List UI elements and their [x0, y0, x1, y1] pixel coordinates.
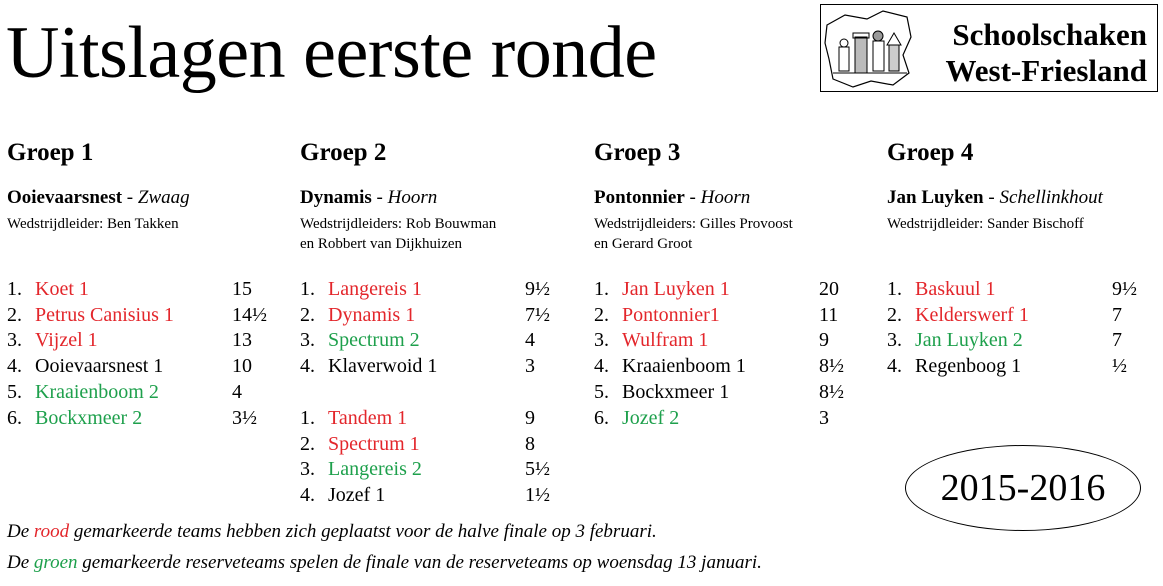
- logo-line-1: Schoolschaken: [952, 17, 1147, 52]
- logo-line-2: West-Friesland: [945, 53, 1147, 88]
- team-score: 4: [525, 329, 535, 352]
- team-score: ½: [1112, 355, 1127, 378]
- match-leader-line: Wedstrijdleider: Sander Bischoff: [887, 216, 1084, 232]
- rank: 1.: [7, 278, 22, 300]
- team-score: 9: [819, 329, 829, 352]
- team-score: 9½: [1112, 278, 1137, 300]
- team-name: Spectrum 2: [328, 329, 420, 352]
- match-leader-line: Wedstrijdleiders: Gilles Provoost: [594, 216, 793, 232]
- match-leader-line: Wedstrijdleiders: Rob Bouwman: [300, 216, 497, 232]
- team-score: 7: [1112, 329, 1122, 352]
- team-name: Ooievaarsnest 1: [35, 355, 164, 378]
- team-score: 9½: [525, 278, 550, 300]
- rank: 4.: [300, 355, 315, 378]
- rank: 6.: [594, 406, 609, 429]
- legend-note-green-post: gemarkeerde reserveteams spelen de finale van de reserveteams op woensdag 13 januari.: [77, 552, 762, 573]
- rank: 4.: [887, 355, 902, 378]
- team-score: 8½: [819, 380, 844, 403]
- team-name: Tandem 1: [328, 406, 408, 429]
- legend-note-red-pre: De: [7, 521, 34, 542]
- team-name: Vijzel 1: [35, 329, 98, 352]
- group-heading: Groep 2: [300, 139, 387, 166]
- team-score: 3: [819, 406, 829, 429]
- host-school: Jan Luyken: [887, 187, 984, 208]
- team-name: Regenboog 1: [915, 355, 1022, 378]
- team-name: Spectrum 1: [328, 432, 420, 455]
- legend-word-green: groen: [33, 552, 78, 573]
- rank: 2.: [887, 303, 902, 326]
- rank: 6.: [7, 406, 22, 429]
- match-leader-line: Wedstrijdleider: Ben Takken: [7, 216, 179, 232]
- team-name: Jozef 2: [622, 406, 680, 429]
- team-score: 7: [1112, 303, 1122, 326]
- match-leaders: [887, 214, 1084, 234]
- rank: 1.: [887, 278, 902, 300]
- match-leaders: [7, 214, 179, 234]
- season-badge: 2015-2016: [905, 445, 1141, 531]
- host-separator: -: [371, 187, 388, 208]
- rank: 3.: [594, 329, 609, 352]
- host-separator: -: [983, 187, 1000, 208]
- group-host: [7, 188, 190, 207]
- team-name: Petrus Canisius 1: [35, 303, 174, 326]
- rank: 2.: [7, 303, 22, 326]
- host-place: Zwaag: [137, 187, 190, 208]
- team-score: 4: [232, 380, 242, 403]
- team-score: 5½: [525, 458, 550, 481]
- team-name: Langereis 1: [328, 278, 422, 300]
- rank: 3.: [887, 329, 902, 352]
- rank: 4.: [300, 483, 315, 506]
- match-leader-line: en Gerard Groot: [594, 236, 693, 252]
- rank: 3.: [300, 458, 315, 481]
- team-score: 13: [232, 329, 252, 352]
- host-separator: -: [122, 187, 138, 208]
- host-place: Hoorn: [387, 187, 438, 208]
- rank: 5.: [7, 380, 22, 403]
- group-4: [887, 139, 1163, 378]
- rank: 4.: [7, 355, 22, 378]
- host-school: Pontonnier: [594, 187, 685, 208]
- team-name: Kraaienboom 1: [622, 355, 746, 378]
- group-heading: Groep 3: [594, 139, 681, 166]
- legend-word-red: rood: [33, 521, 70, 542]
- team-score: 3: [525, 355, 535, 378]
- rank: 4.: [594, 355, 609, 378]
- team-name: Jan Luyken 2: [915, 329, 1023, 352]
- host-place: Hoorn: [700, 187, 751, 208]
- team-score: 11: [819, 303, 839, 326]
- team-score: 10: [232, 355, 252, 378]
- rank: 1.: [300, 278, 315, 300]
- team-score: 14½: [232, 303, 267, 326]
- rank: 5.: [594, 380, 609, 403]
- match-leaders: [300, 214, 496, 254]
- match-leaders: [594, 214, 793, 254]
- rank: 1.: [594, 278, 609, 300]
- team-score: 3½: [232, 406, 257, 429]
- team-name: Jan Luyken 1: [622, 278, 730, 300]
- team-name: Koet 1: [35, 278, 89, 300]
- team-score: 8: [525, 432, 535, 455]
- legend-note-red: [7, 522, 657, 541]
- legend-note-green-pre: De: [7, 552, 34, 573]
- group-host: [887, 188, 1103, 207]
- team-name: Kraaienboom 2: [35, 380, 159, 403]
- team-name: Klaverwoid 1: [328, 355, 438, 378]
- team-score: 8½: [819, 355, 844, 378]
- team-name: Pontonnier1: [622, 303, 720, 326]
- team-name: Bockxmeer 2: [35, 406, 143, 429]
- chess-pieces-map-icon: [823, 7, 915, 89]
- team-score: 7½: [525, 303, 550, 326]
- team-name: Baskuul 1: [915, 278, 996, 300]
- group-1: [7, 139, 292, 429]
- group-heading: Groep 4: [887, 139, 974, 166]
- team-name: Bockxmeer 1: [622, 380, 730, 403]
- page-title: Uitslagen eerste ronde: [6, 12, 657, 94]
- team-name: Wulfram 1: [622, 329, 709, 352]
- legend-note-red-post: gemarkeerde teams hebben zich geplaatst voor de halve finale op 3 februari.: [69, 521, 657, 542]
- group-heading: Groep 1: [7, 139, 94, 166]
- group-host: [594, 188, 750, 207]
- rank: 1.: [300, 406, 315, 429]
- host-separator: -: [684, 187, 701, 208]
- rank: 2.: [300, 432, 315, 455]
- team-name: Jozef 1: [328, 483, 386, 506]
- team-name: Dynamis 1: [328, 303, 416, 326]
- group-host: [300, 188, 437, 207]
- rank: 3.: [7, 329, 22, 352]
- rank: 2.: [594, 303, 609, 326]
- logo: [820, 4, 1158, 92]
- rank: 2.: [300, 303, 315, 326]
- host-place: Schellinkhout: [999, 187, 1103, 208]
- host-school: Dynamis: [300, 187, 372, 208]
- team-name: Langereis 2: [328, 458, 422, 481]
- group-3: [594, 139, 879, 429]
- group-2: [300, 139, 585, 506]
- team-name: Kelderswerf 1: [915, 303, 1029, 326]
- team-score: 20: [819, 278, 839, 300]
- rank: 3.: [300, 329, 315, 352]
- host-school: Ooievaarsnest: [7, 187, 123, 208]
- team-score: 9: [525, 406, 535, 429]
- legend-note-green: [7, 553, 762, 572]
- team-score: 1½: [525, 483, 550, 506]
- match-leader-line: en Robbert van Dijkhuizen: [300, 236, 463, 252]
- team-score: 15: [232, 278, 252, 300]
